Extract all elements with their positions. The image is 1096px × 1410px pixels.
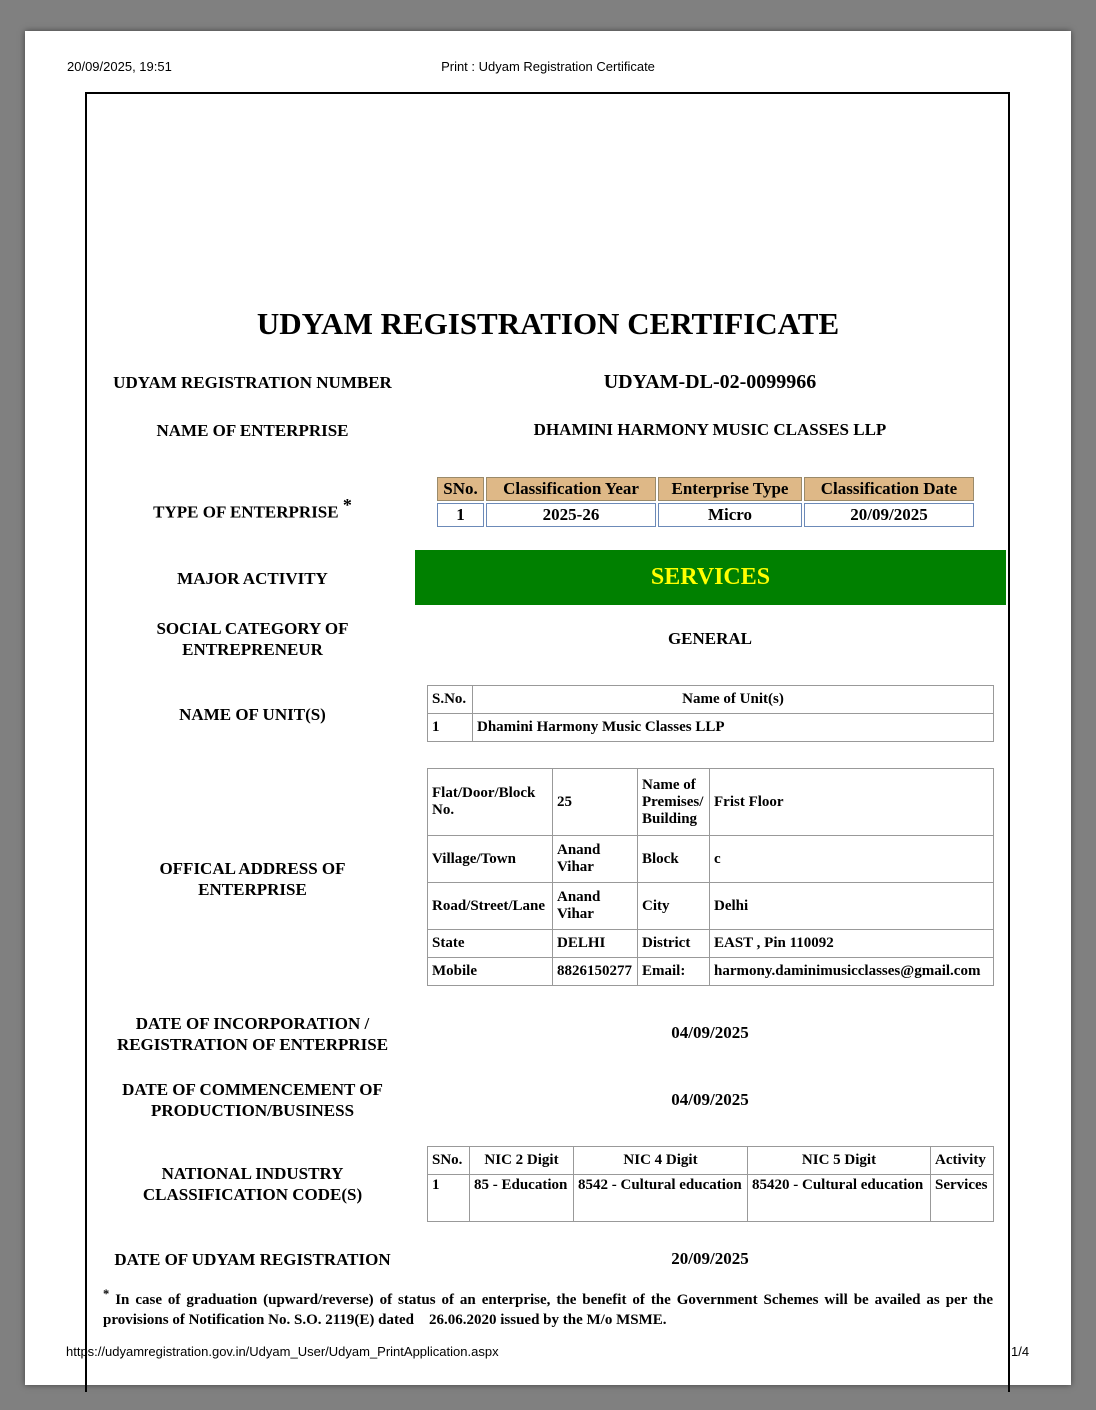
address-row [428,769,994,836]
type-of-enterprise-label [100,495,405,523]
address-row [428,836,994,883]
major-activity-label: MAJOR ACTIVITY [177,569,328,588]
address-table [427,768,994,986]
address-field-value: c [710,836,994,883]
commencement-date: 04/09/2025 [671,1090,749,1109]
nic-header: NIC 4 Digit [574,1147,748,1175]
classification-header: Enterprise Type [658,477,802,501]
address-field-value: harmony.daminimusicclasses@gmail.com [710,958,994,986]
incorporation-label-line1: DATE OF INCORPORATION / [135,1014,370,1033]
nic-label [100,1163,405,1205]
classification-header: Classification Year [486,477,656,501]
address-field-value: Anand Vihar [553,836,638,883]
address-field-label: District [638,930,710,958]
major-activity-banner: SERVICES [415,550,1006,605]
classification-row [437,503,974,527]
units-label: NAME OF UNIT(S) [179,705,326,724]
classification-header: Classification Date [804,477,974,501]
nic-header: Activity [931,1147,994,1175]
address-row [428,958,994,986]
units-cell: 1 [428,714,473,742]
nic-table [427,1146,994,1222]
print-datetime: 20/09/2025, 19:51 [67,59,172,74]
units-table [427,685,994,742]
incorporation-date: 04/09/2025 [671,1023,749,1042]
address-field-label: State [428,930,553,958]
units-header: S.No. [428,686,473,714]
nic-cell: 85420 - Cultural education [748,1175,931,1222]
footnote-text: In case of graduation (upward/reverse) of status of an enterprise, the benefit of the Government Schemes will be availed as per the provisions of Notification No. S.O. 2119(E) dated 26.06.2020 issued by the M/o MSME. [103,1292,997,1328]
udyam-date-label: DATE OF UDYAM REGISTRATION [114,1250,391,1269]
nic-row [428,1175,994,1222]
address-field-label: Email: [638,958,710,986]
nic-cell: Services [931,1175,994,1222]
nic-label-line1: NATIONAL INDUSTRY [161,1164,344,1183]
classification-cell: Micro [658,503,802,527]
social-category-value: GENERAL [667,629,753,648]
units-row [428,714,994,742]
units-header: Name of Unit(s) [473,686,994,714]
commencement-label [95,1079,410,1121]
address-field-value: 8826150277 [553,958,638,986]
classification-cell: 2025-26 [486,503,656,527]
classification-cell: 1 [437,503,484,527]
incorporation-label-line2: REGISTRATION OF ENTERPRISE [116,1035,389,1054]
address-field-value: EAST , Pin 110092 [710,930,994,958]
units-cell: Dhamini Harmony Music Classes LLP [473,714,994,742]
social-category-label-line2: ENTREPRENEUR [182,640,323,659]
nic-header: NIC 2 Digit [470,1147,574,1175]
address-field-label: Block [638,836,710,883]
registration-number-value: UDYAM-DL-02-0099966 [603,371,817,393]
address-field-label: Flat/Door/Block No. [428,769,553,836]
type-of-enterprise-text: TYPE OF ENTERPRISE [153,502,339,522]
nic-label-line2: CLASSIFICATION CODE(S) [142,1185,363,1204]
address-field-label: Mobile [428,958,553,986]
classification-cell: 20/09/2025 [804,503,974,527]
address-field-label: Village/Town [428,836,553,883]
address-field-value: Anand Vihar [553,883,638,930]
print-page [25,31,1071,1385]
address-field-value: 25 [553,769,638,836]
commencement-label-line2: PRODUCTION/BUSINESS [150,1101,355,1120]
registration-number-label: UDYAM REGISTRATION NUMBER [113,373,392,392]
address-label-line1: OFFICAL ADDRESS OF [159,859,346,878]
address-label [100,858,405,900]
nic-cell: 8542 - Cultural education [574,1175,748,1222]
incorporation-label [95,1013,410,1055]
address-row [428,930,994,958]
print-page-number: 1/4 [1011,1344,1030,1359]
address-row [428,883,994,930]
nic-cell: 85 - Education [470,1175,574,1222]
classification-header: SNo. [437,477,484,501]
nic-header: NIC 5 Digit [748,1147,931,1175]
address-field-label: Road/Street/Lane [428,883,553,930]
certificate-title: UDYAM REGISTRATION CERTIFICATE [256,306,840,341]
address-field-value: Frist Floor [710,769,994,836]
nic-header: SNo. [428,1147,470,1175]
udyam-date-value: 20/09/2025 [671,1249,749,1268]
type-of-enterprise-asterisk: * [342,495,352,515]
address-field-value: DELHI [553,930,638,958]
address-field-label: City [638,883,710,930]
social-category-label [100,618,405,660]
footnote-mark: * [103,1287,110,1301]
print-url: https://udyamregistration.gov.in/Udyam_User/Udyam_PrintApplication.aspx [66,1344,499,1359]
enterprise-name-value: DHAMINI HARMONY MUSIC CLASSES LLP [533,420,887,439]
social-category-label-line1: SOCIAL CATEGORY OF [156,619,349,638]
classification-table [435,475,976,529]
footnote [103,1284,997,1330]
address-field-label: Name of Premises/ Building [638,769,710,836]
commencement-label-line1: DATE OF COMMENCEMENT OF [122,1080,383,1099]
address-field-value: Delhi [710,883,994,930]
nic-cell: 1 [428,1175,470,1222]
print-title: Print : Udyam Registration Certificate [441,59,655,74]
enterprise-name-label: NAME OF ENTERPRISE [156,421,349,440]
address-label-line2: ENTERPRISE [198,880,307,899]
